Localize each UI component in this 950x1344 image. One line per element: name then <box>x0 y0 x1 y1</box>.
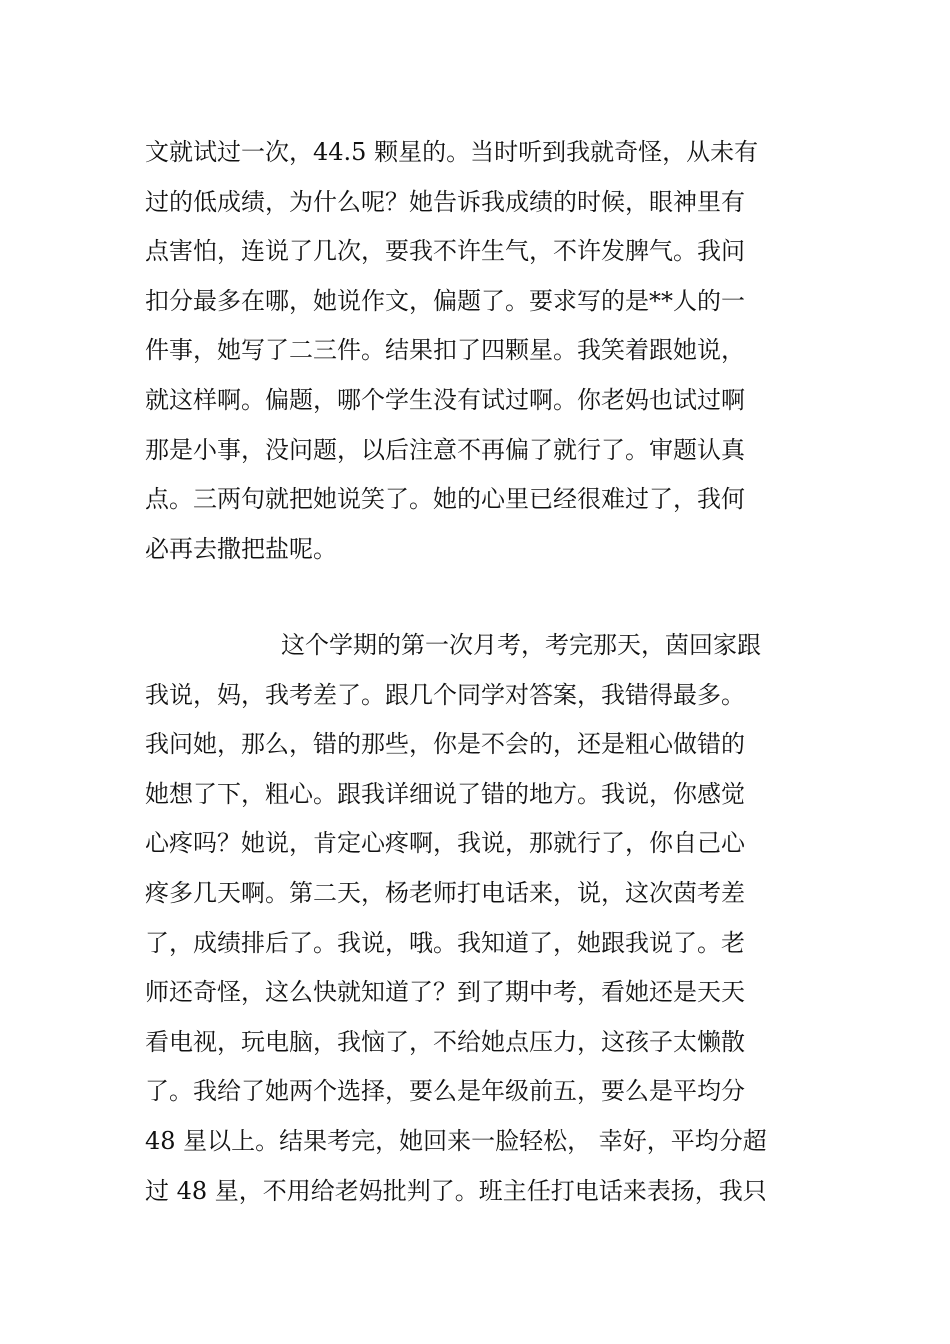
text-line: 过 48 星，不用给老妈批判了。班主任打电话来表扬，我只 <box>145 1176 767 1205</box>
text-line: 我说，妈，我考差了。跟几个同学对答案，我错得最多。 <box>145 680 745 709</box>
text-line: 必再去撒把盐呢。 <box>145 534 337 563</box>
text-line: 就这样啊。偏题，哪个学生没有试过啊。你老妈也试过啊 <box>145 385 745 414</box>
text-line: 文就试过一次，44.5 颗星的。当时听到我就奇怪，从未有 <box>145 138 759 166</box>
text-line-indented: 这个学期的第一次月考，考完那天，茵回家跟 <box>281 631 761 659</box>
text-line: 了。我给了她两个选择，要么是年级前五，要么是平均分 <box>145 1077 745 1106</box>
paragraph-2 <box>145 621 825 1216</box>
text-line: 看电视，玩电脑，我恼了，不给她点压力，这孩子太懒散 <box>145 1027 745 1056</box>
text-line: 48 星以上。结果考完，她回来一脸轻松， 幸好，平均分超 <box>145 1126 767 1155</box>
text-line: 扣分最多在哪，她说作文，偏题了。要求写的是**人的一 <box>145 286 745 315</box>
text-line: 心疼吗？她说，肯定心疼啊，我说，那就行了，你自己心 <box>145 829 745 858</box>
text-line: 她想了下，粗心。跟我详细说了错的地方。我说，你感觉 <box>145 779 745 808</box>
paragraph-1 <box>145 128 825 574</box>
text-line: 点害怕，连说了几次，要我不许生气，不许发脾气。我问 <box>145 237 745 266</box>
text-line: 了，成绩排后了。我说，哦。我知道了，她跟我说了。老 <box>145 928 745 957</box>
text-line: 师还奇怪，这么快就知道了？到了期中考，看她还是天天 <box>145 978 745 1007</box>
text-line: 那是小事，没问题，以后注意不再偏了就行了。审题认真 <box>145 435 745 464</box>
text-line: 件事，她写了二三件。结果扣了四颗星。我笑着跟她说， <box>145 336 745 365</box>
text-line: 点。三两句就把她说笑了。她的心里已经很难过了，我何 <box>145 485 745 514</box>
text-line: 我问她，那么，错的那些，你是不会的，还是粗心做错的 <box>145 730 745 759</box>
text-line: 过的低成绩，为什么呢？她告诉我成绩的时候，眼神里有 <box>145 187 745 216</box>
text-line: 疼多几天啊。第二天，杨老师打电话来，说，这次茵考差 <box>145 878 745 907</box>
